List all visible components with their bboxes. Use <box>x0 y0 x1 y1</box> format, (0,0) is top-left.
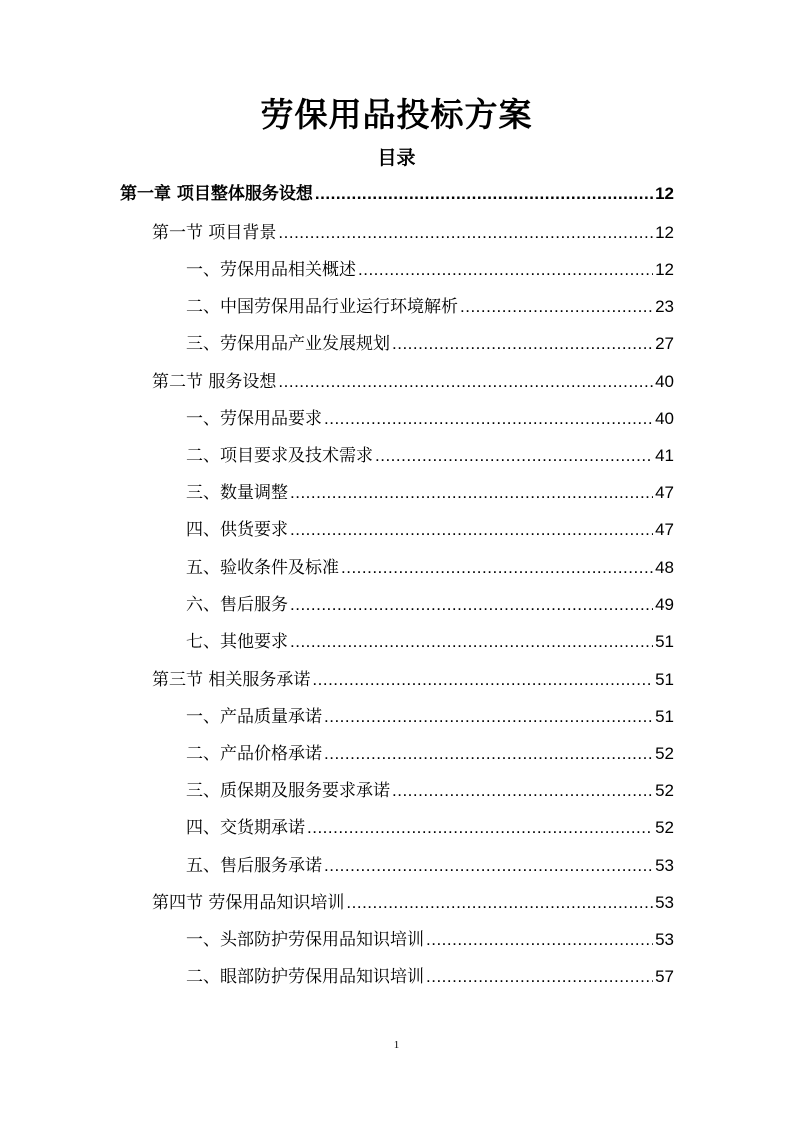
toc-entry-section-1[interactable] <box>152 214 674 251</box>
toc-leader-dots <box>290 586 653 623</box>
toc-entry-label: 五、售后服务承诺 <box>186 856 322 876</box>
toc-entry-item[interactable] <box>186 921 674 958</box>
toc-leader-dots <box>324 735 653 772</box>
toc-entry-item[interactable] <box>186 400 674 437</box>
toc-entry-label: 四、供货要求 <box>186 520 288 540</box>
toc-leader-dots <box>290 511 653 548</box>
toc-entry-label: 一、劳保用品相关概述 <box>186 260 356 280</box>
toc-entry-page: 23 <box>655 297 674 316</box>
toc-entry-page: 47 <box>655 483 674 502</box>
document-title: 劳保用品投标方案 <box>260 95 533 134</box>
toc-entry-section-4[interactable] <box>152 884 674 921</box>
toc-leader-dots <box>324 698 653 735</box>
toc-entry-item[interactable] <box>186 847 674 884</box>
toc-entry-label: 二、眼部防护劳保用品知识培训 <box>186 967 424 987</box>
toc-entry-page: 41 <box>655 446 674 465</box>
toc-entry-item[interactable] <box>186 772 674 809</box>
toc-leader-dots <box>290 474 653 511</box>
toc-entry-page: 48 <box>655 558 674 577</box>
toc-entry-page: 40 <box>655 372 674 391</box>
toc-entry-page: 49 <box>655 595 674 614</box>
toc-entry-item[interactable] <box>186 549 674 586</box>
toc-entry-label: 三、质保期及服务要求承诺 <box>186 781 390 801</box>
toc-leader-dots <box>307 809 653 846</box>
toc-entry-label: 三、数量调整 <box>186 483 288 503</box>
toc-entry-page: 40 <box>655 409 674 428</box>
toc-leader-dots <box>392 325 653 362</box>
toc-entry-item[interactable] <box>186 809 674 846</box>
toc-leader-dots <box>358 251 653 288</box>
toc-entry-item[interactable] <box>186 474 674 511</box>
toc-entry-chapter-1[interactable] <box>120 175 674 212</box>
toc-leader-dots <box>324 400 653 437</box>
toc-entry-item[interactable] <box>186 623 674 660</box>
toc-entry-page: 53 <box>655 856 674 875</box>
toc-leader-dots <box>315 175 653 212</box>
toc-entry-item[interactable] <box>186 325 674 362</box>
toc-leader-dots <box>278 363 653 400</box>
toc-leader-dots <box>346 884 653 921</box>
toc-entry-label: 一、劳保用品要求 <box>186 409 322 429</box>
toc-leader-dots <box>426 921 653 958</box>
toc-entry-item[interactable] <box>186 511 674 548</box>
toc-leader-dots <box>324 847 653 884</box>
toc-entry-section-3[interactable] <box>152 661 674 698</box>
toc-entry-page: 27 <box>655 334 674 353</box>
toc-entry-page: 51 <box>655 670 674 689</box>
toc-leader-dots <box>426 958 653 995</box>
toc-entry-page: 52 <box>655 744 674 763</box>
toc-leader-dots <box>341 549 653 586</box>
toc-entry-item[interactable] <box>186 698 674 735</box>
page-number: 1 <box>393 1039 400 1051</box>
toc-entry-page: 53 <box>655 893 674 912</box>
toc-entry-item[interactable] <box>186 586 674 623</box>
toc-entry-section-2[interactable] <box>152 363 674 400</box>
toc-leader-dots <box>392 772 653 809</box>
toc-entry-item[interactable] <box>186 251 674 288</box>
toc-leader-dots <box>290 623 653 660</box>
toc-entry-label: 第三节 相关服务承诺 <box>152 670 311 690</box>
toc-entry-page: 52 <box>655 781 674 800</box>
toc-entry-label: 七、其他要求 <box>186 632 288 652</box>
toc-heading: 目录 <box>377 147 416 169</box>
toc-entry-page: 53 <box>655 930 674 949</box>
toc-entry-label: 一、产品质量承诺 <box>186 707 322 727</box>
toc-entry-label: 第一章 项目整体服务设想 <box>120 184 313 204</box>
toc-entry-item[interactable] <box>186 288 674 325</box>
toc-entry-page: 51 <box>655 632 674 651</box>
toc-leader-dots <box>278 214 653 251</box>
toc-entry-label: 二、项目要求及技术需求 <box>186 446 373 466</box>
toc-entry-label: 四、交货期承诺 <box>186 818 305 838</box>
toc-entry-page: 57 <box>655 967 674 986</box>
toc-entry-page: 12 <box>655 223 674 242</box>
toc-entry-label: 第一节 项目背景 <box>152 223 277 243</box>
toc-entry-item[interactable] <box>186 437 674 474</box>
toc-entry-label: 第四节 劳保用品知识培训 <box>152 893 345 913</box>
toc-entry-label: 六、售后服务 <box>186 595 288 615</box>
toc-entry-label: 二、产品价格承诺 <box>186 744 322 764</box>
toc-entry-page: 12 <box>655 260 674 279</box>
toc-entry-label: 一、头部防护劳保用品知识培训 <box>186 930 424 950</box>
toc-entry-page: 52 <box>655 818 674 837</box>
toc-entry-item[interactable] <box>186 735 674 772</box>
toc-entry-label: 五、验收条件及标准 <box>186 558 339 578</box>
toc-entry-label: 第二节 服务设想 <box>152 372 277 392</box>
toc-entry-page: 51 <box>655 707 674 726</box>
toc-entry-page: 12 <box>655 184 674 203</box>
toc-entry-label: 二、中国劳保用品行业运行环境解析 <box>186 297 458 317</box>
toc-leader-dots <box>460 288 653 325</box>
toc-entry-page: 47 <box>655 520 674 539</box>
toc-leader-dots <box>375 437 653 474</box>
toc-leader-dots <box>312 661 653 698</box>
toc-entry-item[interactable] <box>186 958 674 995</box>
toc-entry-label: 三、劳保用品产业发展规划 <box>186 334 390 354</box>
